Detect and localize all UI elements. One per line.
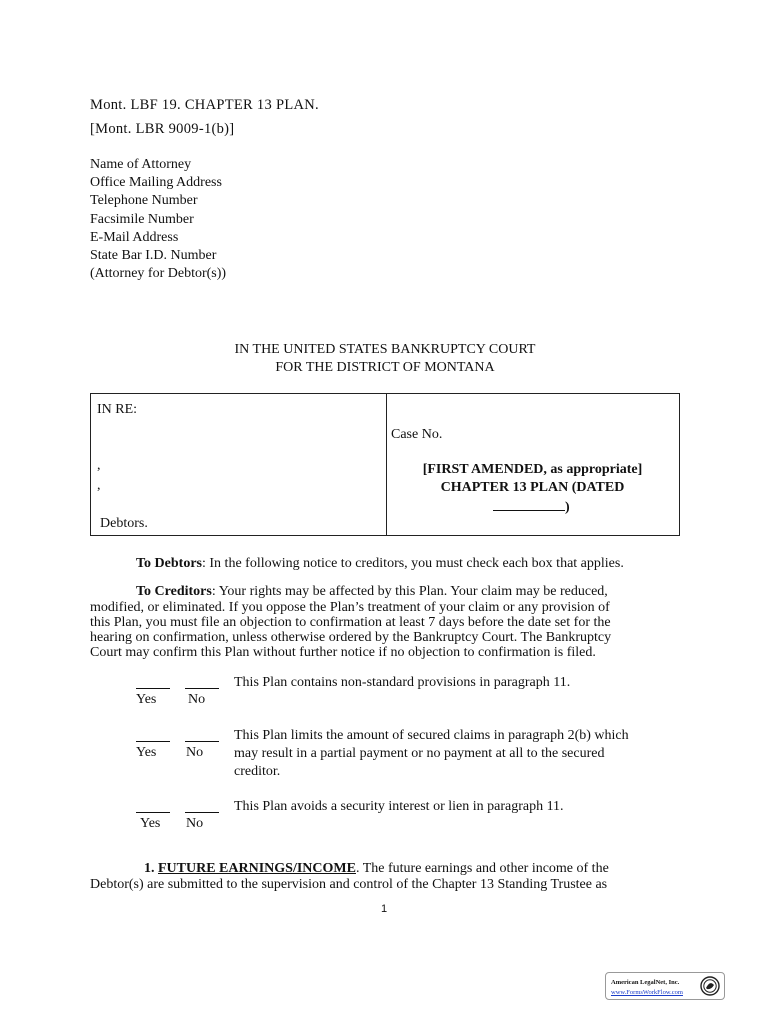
debtors-notice: [136, 556, 624, 572]
in-re-label: IN RE:: [97, 402, 138, 417]
debtor-name-line-1: ,: [97, 458, 101, 473]
case-caption: [90, 393, 680, 536]
creditors-notice-first-line: [136, 584, 608, 600]
checkbox-2-no-label: No: [186, 745, 204, 760]
creditors-notice-text-5: Court may confirm this Plan without further notice if no objection to confirmation is filed.: [90, 645, 596, 660]
creditors-notice-text-1: : Your rights may be affected by this Plan. Your claim may be reduced,: [211, 584, 608, 599]
checkbox-1-no-label: No: [188, 692, 206, 707]
section-1-text-2: Debtor(s) are submitted to the supervision and control of the Chapter 13 Standing Trustee as: [90, 877, 608, 892]
checkbox-2-text-2: may result in a partial payment or no payment at all to the secured: [234, 746, 605, 761]
attorney-bar-id: State Bar I.D. Number: [90, 248, 217, 264]
creditors-notice-text-2: modified, or eliminated. If you oppose the Plan’s treatment of your claim or any provision of: [90, 600, 610, 615]
plan-title-line-2: CHAPTER 13 PLAN (DATED: [440, 480, 625, 495]
checkbox-1-no-blank[interactable]: [185, 688, 219, 689]
attorney-fax: Facsimile Number: [90, 211, 194, 227]
debtors-notice-label: To Debtors: [136, 556, 202, 571]
court-district: FOR THE DISTRICT OF MONTANA: [275, 360, 495, 375]
checkbox-2-yes-label: Yes: [136, 745, 157, 760]
creditors-notice-text-3: this Plan, you must file an objection to confirmation at least 7 days before the date set for the: [90, 615, 611, 630]
logo-company-name: American LegalNet, Inc.: [611, 979, 680, 986]
plan-date-blank[interactable]: [493, 497, 565, 511]
section-1-text-1: . The future earnings and other income of the: [355, 861, 609, 876]
checkbox-1-yes-blank[interactable]: [136, 688, 170, 689]
checkbox-3-yes-blank[interactable]: [136, 812, 170, 813]
attorney-block: [90, 156, 226, 283]
creditors-notice-label: To Creditors: [136, 584, 212, 599]
case-number-label: Case No.: [391, 427, 443, 442]
creditors-notice-text-4: hearing on confirmation, unless otherwise ordered by the Bankruptcy Court. The Bankruptcy: [90, 630, 612, 645]
checkbox-3-no-blank[interactable]: [185, 812, 219, 813]
court-name: IN THE UNITED STATES BANKRUPTCY COURT: [234, 342, 536, 357]
american-legalnet-logo[interactable]: [605, 972, 725, 1000]
debtor-name-line-2: ,: [97, 478, 101, 493]
checkbox-3-yes-label: Yes: [140, 816, 161, 831]
attorney-address: Office Mailing Address: [90, 175, 222, 191]
section-1-number: 1.: [144, 861, 155, 876]
attorney-email: E-Mail Address: [90, 229, 179, 245]
debtors-notice-text: : In the following notice to creditors, you must check each box that applies.: [202, 556, 624, 571]
plan-date-close-paren: ): [565, 500, 570, 515]
checkbox-2-yes-blank[interactable]: [136, 741, 170, 742]
attorney-telephone: Telephone Number: [90, 193, 198, 209]
checkbox-3-no-label: No: [186, 816, 204, 831]
checkbox-2-no-blank[interactable]: [185, 741, 219, 742]
seal-icon: [700, 976, 720, 996]
section-1-first-line: [144, 861, 609, 877]
checkbox-2-text-1: This Plan limits the amount of secured claims in paragraph 2(b) which: [234, 728, 629, 743]
logo-website-link[interactable]: www.FormsWorkFlow.com: [611, 989, 683, 996]
checkbox-1-yes-label: Yes: [136, 692, 157, 707]
plan-date-line: [493, 497, 570, 516]
checkbox-3-text: This Plan avoids a security interest or lien in paragraph 11.: [234, 799, 564, 814]
checkbox-1-text: This Plan contains non-standard provisions in paragraph 11.: [234, 675, 571, 690]
attorney-name: Name of Attorney: [90, 157, 192, 172]
form-id: Mont. LBF 19. CHAPTER 13 PLAN.: [90, 97, 319, 113]
attorney-for: (Attorney for Debtor(s)): [90, 266, 227, 282]
section-1-heading: FUTURE EARNINGS/INCOME: [158, 861, 356, 876]
debtors-label: Debtors.: [100, 516, 148, 531]
page-number: 1: [381, 903, 388, 915]
plan-title-line-1: [FIRST AMENDED, as appropriate]: [422, 462, 643, 477]
checkbox-2-text-3: creditor.: [234, 764, 281, 779]
rule-reference: [Mont. LBR 9009-1(b)]: [90, 121, 235, 137]
